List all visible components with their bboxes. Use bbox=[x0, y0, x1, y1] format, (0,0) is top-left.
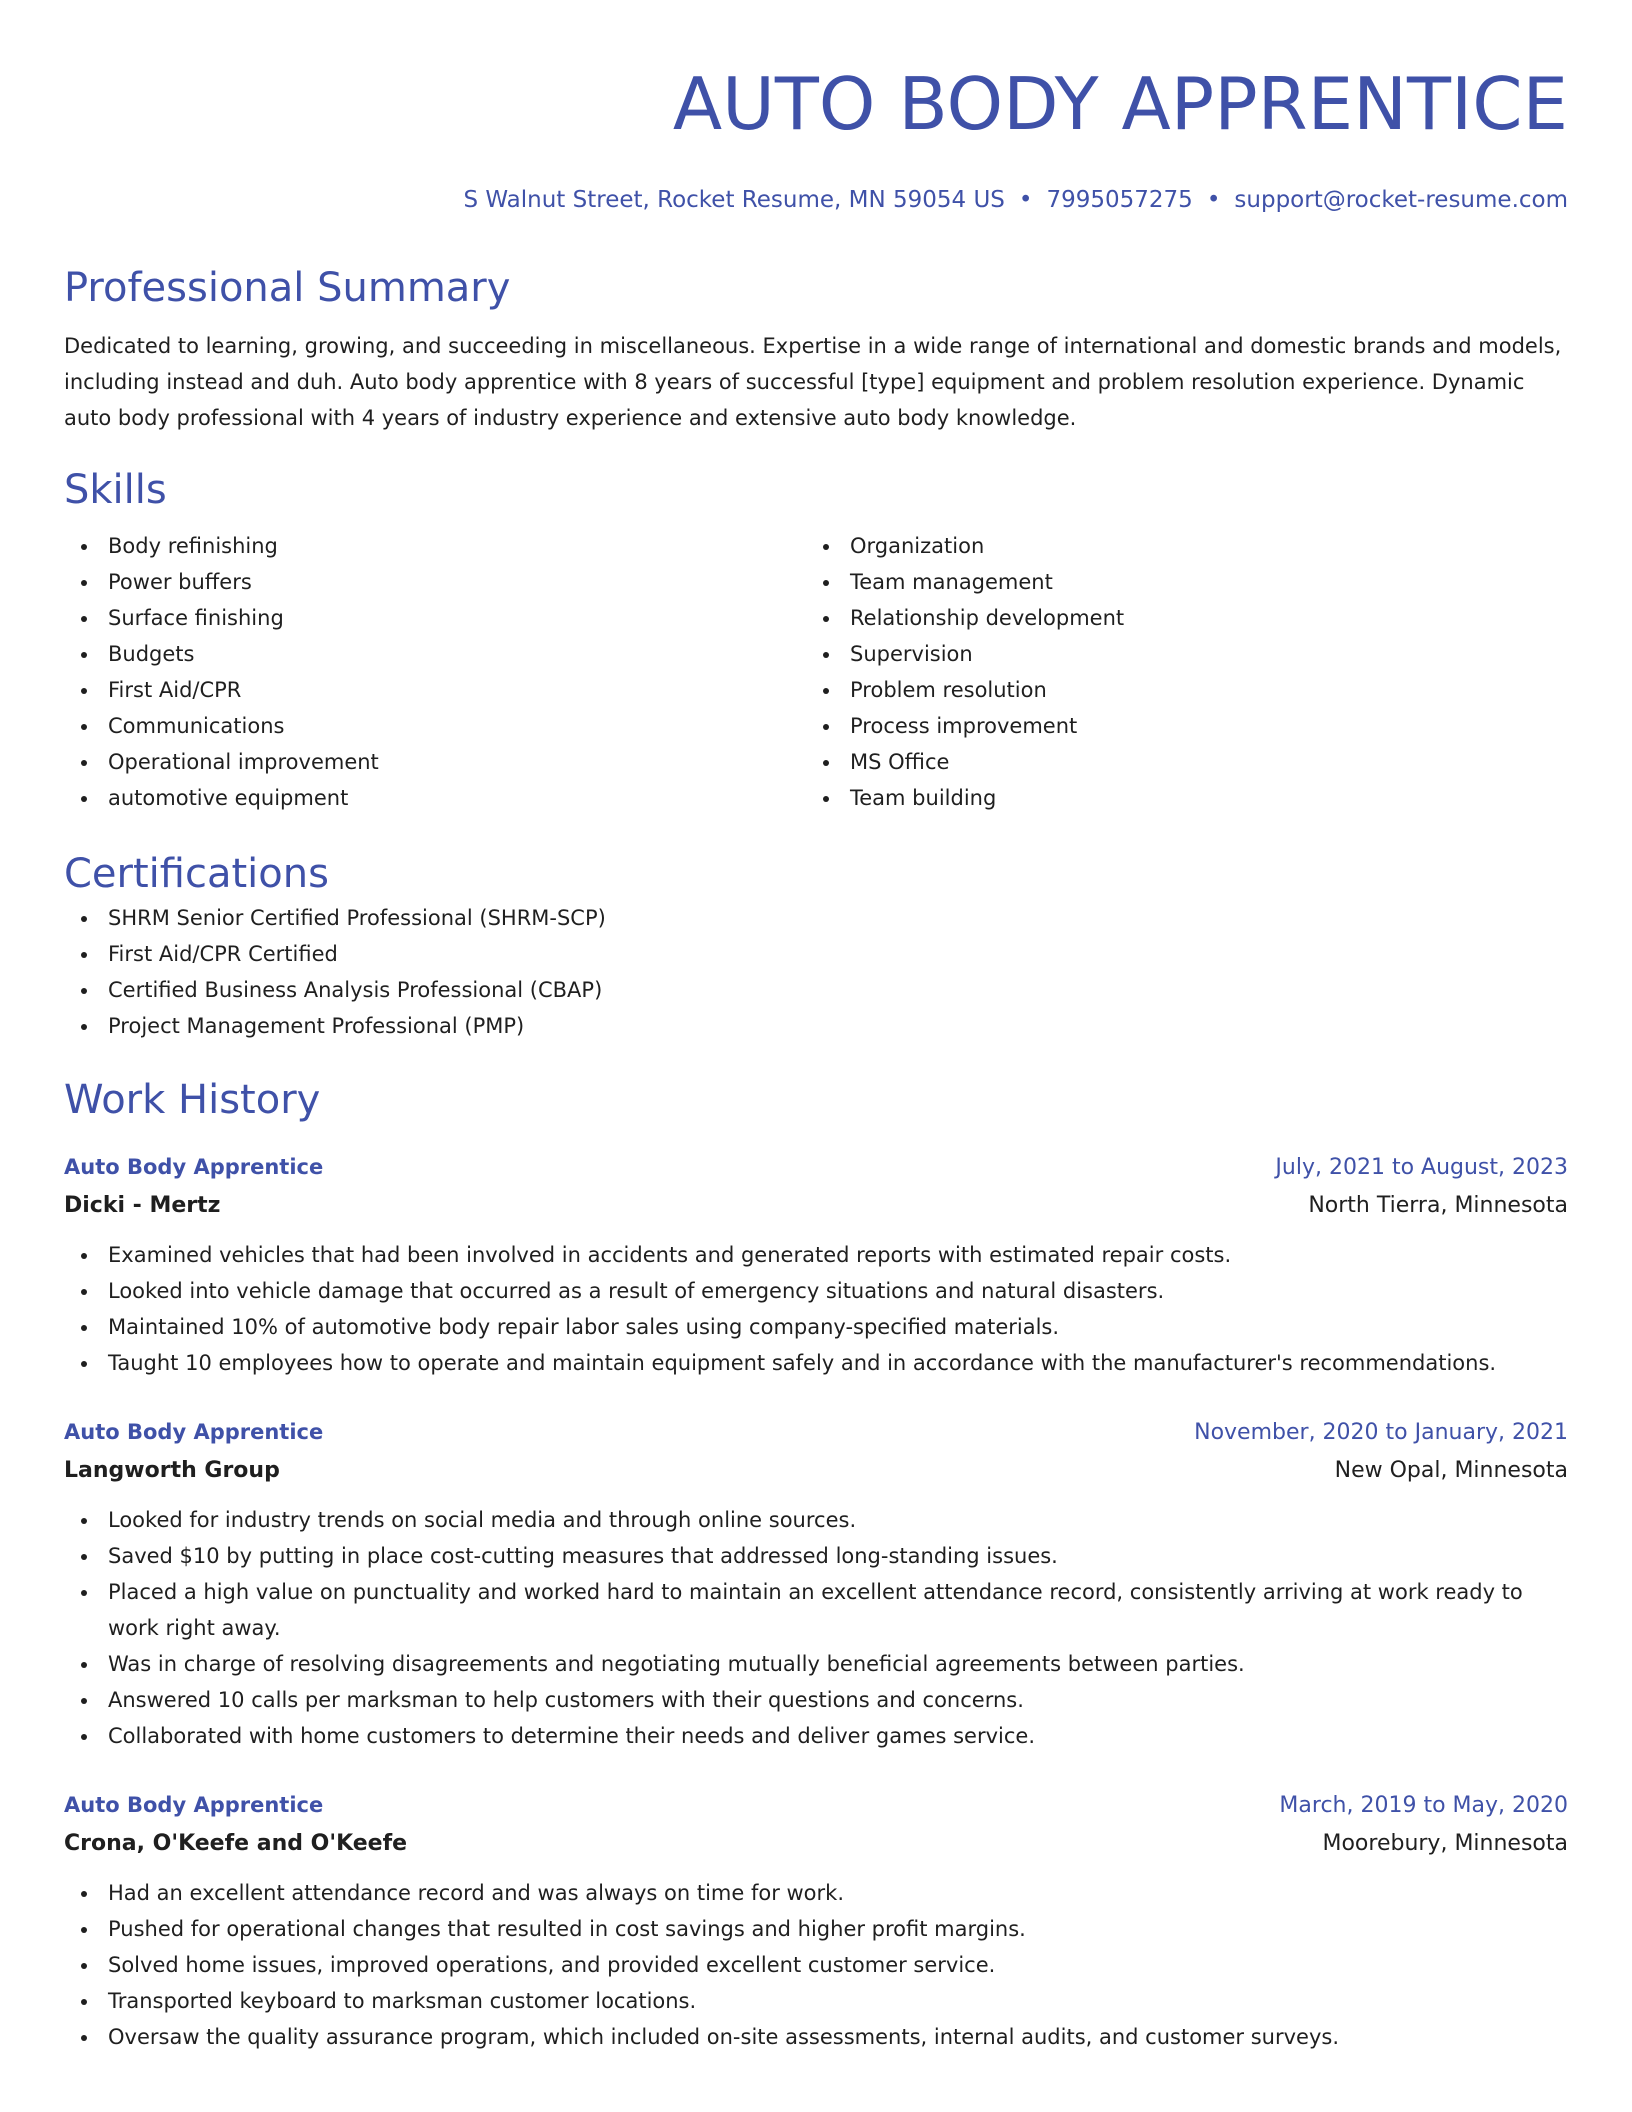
skill-item: Team management bbox=[806, 564, 1548, 600]
job-bullet: Had an excellent attendance record and was always on time for work. bbox=[64, 1875, 1568, 1911]
job-company: Dicki - Mertz bbox=[64, 1193, 221, 1218]
skills-list bbox=[64, 528, 1568, 816]
skill-item: Body refinishing bbox=[64, 528, 806, 564]
certification-item: Certified Business Analysis Professional (CBAP) bbox=[64, 972, 1568, 1008]
contact-email: support@rocket-resume.com bbox=[1234, 187, 1568, 213]
certifications-list bbox=[64, 900, 1568, 1044]
skill-item: First Aid/CPR bbox=[64, 672, 806, 708]
summary-text: Dedicated to learning, growing, and succeeding in miscellaneous. Expertise in a wide range of international and domestic brands and models, including instead and duh. Auto body apprentice with 8 years of successful [type] equipment and problem resolution experience. Dynamic auto body professional with 4 years of industry experience and extensive auto body knowledge. bbox=[64, 334, 1562, 430]
job-bullet: Placed a high value on punctuality and worked hard to maintain an excellent attendance record, consistently arriving at work ready to work right away. bbox=[64, 1574, 1568, 1646]
job-bullet: Oversaw the quality assurance program, which included on-site assessments, internal audits, and customer surveys. bbox=[64, 2019, 1568, 2055]
job-bullet: Examined vehicles that had been involved in accidents and generated reports with estimated repair costs. bbox=[64, 1237, 1568, 1273]
job-bullet: Pushed for operational changes that resulted in cost savings and higher profit margins. bbox=[64, 1911, 1568, 1947]
certification-item: First Aid/CPR Certified bbox=[64, 936, 1568, 972]
skill-item: Problem resolution bbox=[806, 672, 1548, 708]
contact-line bbox=[64, 186, 1568, 214]
job-title: Auto Body Apprentice bbox=[64, 1155, 324, 1179]
work-history-heading: Work History bbox=[64, 1077, 321, 1123]
job-bullet: Saved $10 by putting in place cost-cutting measures that addressed long-standing issues. bbox=[64, 1538, 1568, 1574]
summary-heading: Professional Summary bbox=[64, 265, 511, 311]
contact-separator: • bbox=[1206, 187, 1221, 213]
skill-item: Relationship development bbox=[806, 600, 1548, 636]
job-dates: July, 2021 to August, 2023 bbox=[1275, 1155, 1568, 1180]
skill-item: Power buffers bbox=[64, 564, 806, 600]
job-dates: March, 2019 to May, 2020 bbox=[1279, 1793, 1568, 1818]
job-bullet: Answered 10 calls per marksman to help customers with their questions and concerns. bbox=[64, 1682, 1568, 1718]
job-location: Moorebury, Minnesota bbox=[1322, 1831, 1568, 1856]
job-bullet: Taught 10 employees how to operate and maintain equipment safely and in accordance with the manufacturer's recommendations. bbox=[64, 1345, 1568, 1381]
contact-address: S Walnut Street, Rocket Resume, MN 59054 US bbox=[463, 187, 1005, 213]
contact-separator: • bbox=[1018, 187, 1033, 213]
job-entry bbox=[64, 1148, 1568, 1381]
job-entry bbox=[64, 1413, 1568, 1754]
skill-item: Team building bbox=[806, 780, 1548, 816]
resume-page bbox=[64, 0, 1568, 2055]
job-dates: November, 2020 to January, 2021 bbox=[1194, 1420, 1568, 1445]
job-bullet: Collaborated with home customers to determine their needs and deliver games service. bbox=[64, 1718, 1568, 1754]
skills-column-right bbox=[806, 528, 1548, 816]
skill-item: Process improvement bbox=[806, 708, 1548, 744]
skill-item: MS Office bbox=[806, 744, 1548, 780]
job-company: Crona, O'Keefe and O'Keefe bbox=[64, 1831, 408, 1856]
skill-item: Organization bbox=[806, 528, 1548, 564]
job-title: Auto Body Apprentice bbox=[64, 1793, 324, 1817]
contact-phone: 7995057275 bbox=[1046, 187, 1193, 213]
job-bullet: Was in charge of resolving disagreements and negotiating mutually beneficial agreements between parties. bbox=[64, 1646, 1568, 1682]
skills-column-left bbox=[64, 528, 806, 816]
skill-item: Communications bbox=[64, 708, 806, 744]
skill-item: Budgets bbox=[64, 636, 806, 672]
resume-name: AUTO BODY APPRENTICE bbox=[672, 62, 1568, 146]
job-bullet: Solved home issues, improved operations, and provided excellent customer service. bbox=[64, 1947, 1568, 1983]
job-entry bbox=[64, 1786, 1568, 2055]
skills-heading: Skills bbox=[64, 467, 167, 513]
job-title: Auto Body Apprentice bbox=[64, 1420, 324, 1444]
certification-item: SHRM Senior Certified Professional (SHRM-SCP) bbox=[64, 900, 1568, 936]
job-location: New Opal, Minnesota bbox=[1334, 1458, 1568, 1483]
job-location: North Tierra, Minnesota bbox=[1308, 1193, 1568, 1218]
job-bullet: Looked for industry trends on social media and through online sources. bbox=[64, 1502, 1568, 1538]
job-bullets bbox=[64, 1875, 1568, 2055]
skill-item: automotive equipment bbox=[64, 780, 806, 816]
certifications-heading: Certifications bbox=[64, 851, 329, 897]
skill-item: Supervision bbox=[806, 636, 1548, 672]
job-bullets bbox=[64, 1237, 1568, 1381]
certification-item: Project Management Professional (PMP) bbox=[64, 1008, 1568, 1044]
job-bullet: Maintained 10% of automotive body repair labor sales using company-specified materials. bbox=[64, 1309, 1568, 1345]
skill-item: Surface finishing bbox=[64, 600, 806, 636]
job-bullet: Transported keyboard to marksman customer locations. bbox=[64, 1983, 1568, 2019]
job-bullet: Looked into vehicle damage that occurred as a result of emergency situations and natural disasters. bbox=[64, 1273, 1568, 1309]
job-bullets bbox=[64, 1502, 1568, 1754]
job-company: Langworth Group bbox=[64, 1458, 280, 1483]
skill-item: Operational improvement bbox=[64, 744, 806, 780]
